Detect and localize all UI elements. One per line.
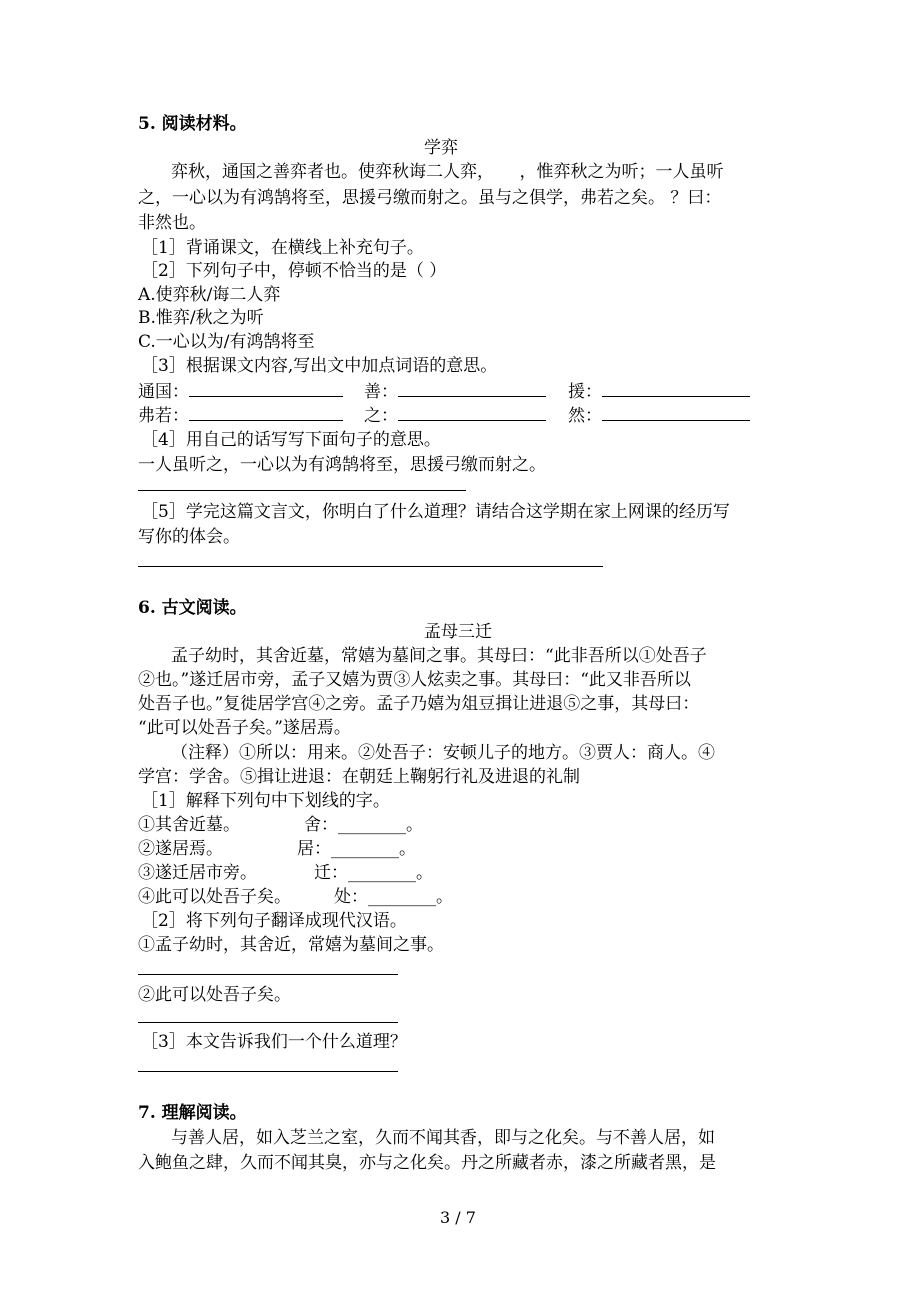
answer-blank[interactable] <box>602 379 750 397</box>
sentence-answer[interactable]: 迁：________。 <box>314 863 433 883</box>
answer-blank[interactable] <box>602 403 750 421</box>
passage-line: “此可以处吾子矣。”遂居焉。 <box>138 718 351 738</box>
sentence-item: ④此可以处吾子矣。 <box>138 887 291 907</box>
passage-line: 之，一心以为有鸿鹄将至，思援弓缴而射之。虽与之俱学，弗若之矣。 ？曰： <box>138 188 722 208</box>
passage-title: 孟母三迁 <box>424 622 492 642</box>
word-item <box>568 379 750 404</box>
word-label: 然： <box>568 406 602 426</box>
sentence-item: ②遂居焉。 <box>138 839 223 859</box>
answer-line[interactable] <box>138 1071 398 1072</box>
word-label: 援： <box>568 382 602 402</box>
question-1: ［1］解释下列句中下划线的字。 <box>141 791 390 811</box>
sentence-item: ③遂迁居市旁。 <box>138 863 257 883</box>
word-label: 之： <box>364 406 398 426</box>
passage-line: 非然也。 <box>138 213 206 233</box>
question-2: ［2］下列句子中，停顿不恰当的是（ ） <box>141 261 447 281</box>
word-label: 善： <box>364 382 398 402</box>
question-1: ［1］背诵课文，在横线上补充句子。 <box>141 238 424 258</box>
answer-line[interactable] <box>138 566 603 567</box>
answer-line[interactable] <box>138 490 466 491</box>
passage-line: 处吾子也。”复徙居学宫④之旁。孟子乃嬉为俎豆揖让进退⑤之事，其母曰： <box>138 694 700 714</box>
section-7-heading: 7. 理解阅读。 <box>138 1103 247 1123</box>
answer-blank[interactable] <box>398 403 546 421</box>
word-item <box>364 379 546 404</box>
sentence-answer[interactable]: 处：________。 <box>334 887 453 907</box>
passage-line: 入鲍鱼之肆，久而不闻其臭，亦与之化矣。丹之所藏者赤，漆之所藏者黑，是 <box>138 1153 716 1173</box>
section-5-heading: 5. 阅读材料。 <box>138 114 247 134</box>
translation-sentence: ①孟子幼时，其舍近，常嬉为墓间之事。 <box>138 935 444 955</box>
answer-blank[interactable] <box>398 379 546 397</box>
question-2: ［2］将下列句子翻译成现代汉语。 <box>141 911 407 931</box>
passage-line: 孟子幼时，其舍近墓，常嬉为墓间之事。其母曰：“此非吾所以①处吾子 <box>171 646 707 666</box>
question-5: ［5］学完这篇文言文，你明白了什么道理？请结合这学期在家上网课的经历写 <box>141 502 730 522</box>
sentence-answer[interactable]: 舍：________。 <box>304 815 423 835</box>
passage-line: 与善人居，如入芝兰之室，久而不闻其香，即与之化矣。与不善人居，如 <box>171 1128 715 1148</box>
word-label: 通国： <box>138 382 189 402</box>
question-5-cont: 写你的体会。 <box>138 527 240 547</box>
answer-blank[interactable] <box>189 379 343 397</box>
word-item <box>138 379 343 404</box>
translation-sentence: ②此可以处吾子矣。 <box>138 985 291 1005</box>
passage-line: ②也。”遂迁居市旁，孟子又嬉为贾③人炫卖之事。其母曰：“此又非吾所以 <box>138 670 691 690</box>
question-3: ［3］根据课文内容,写出文中加点词语的意思。 <box>141 356 498 376</box>
annotation-line: （注释）①所以：用来。②处吾子：安顿儿子的地方。③贾人：商人。④ <box>171 743 715 763</box>
option-a: A.使弈秋/诲二人弈 <box>138 285 281 305</box>
page-number: 3 / 7 <box>440 1208 476 1227</box>
sentence-answer[interactable]: 居：________。 <box>297 839 416 859</box>
option-b: B.惟弈/秋之为听 <box>138 308 264 328</box>
sentence-item: ①其舍近墓。 <box>138 815 240 835</box>
answer-line[interactable] <box>138 974 398 975</box>
word-item <box>568 403 750 428</box>
word-item <box>138 403 343 428</box>
section-6-heading: 6. 古文阅读。 <box>138 598 247 618</box>
passage-title: 学弈 <box>424 138 458 158</box>
word-label: 弗若： <box>138 406 189 426</box>
word-item <box>364 403 546 428</box>
question-4: ［4］用自己的话写写下面句子的意思。 <box>141 430 441 450</box>
answer-line[interactable] <box>138 1022 398 1023</box>
option-c: C.一心以为/有鸿鹄将至 <box>138 332 315 352</box>
question-4-sentence: 一人虽听之，一心以为有鸿鹄将至，思援弓缴而射之。 <box>138 455 546 475</box>
passage-line: 弈秋，通国之善弈者也。使弈秋诲二人弈， ，惟弈秋之为听；一人虽听 <box>171 162 724 182</box>
question-3: ［3］本文告诉我们一个什么道理？ <box>141 1032 407 1052</box>
answer-blank[interactable] <box>189 403 343 421</box>
annotation-line: 学宫：学舍。⑤揖让进退：在朝廷上鞠躬行礼及进退的礼制 <box>138 767 580 787</box>
